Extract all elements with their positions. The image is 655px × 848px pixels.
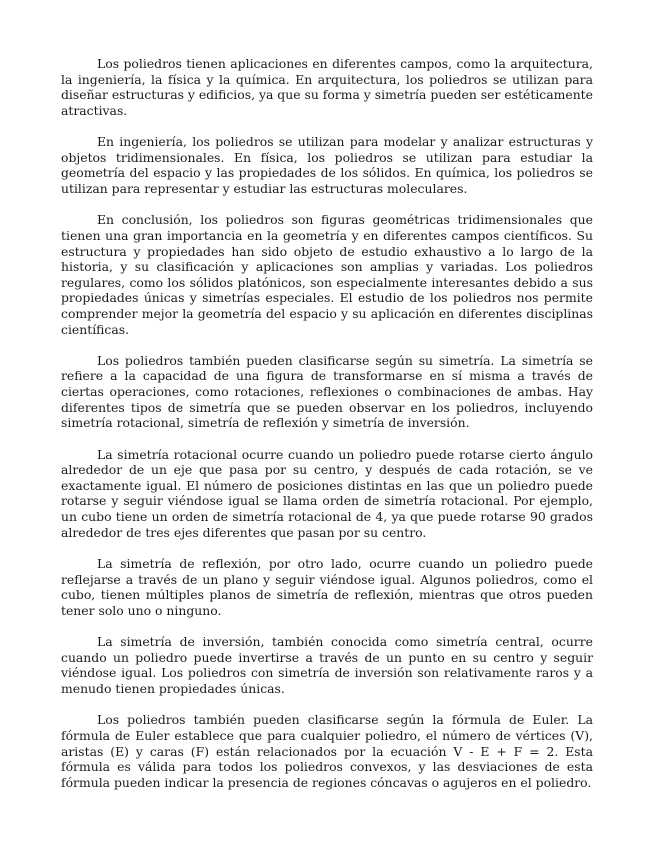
paragraph-formula-euler: Los poliedros también pueden clasificarse según la fórmula de Euler. La fórmula de Euler establece que para cualquier poliedro, el número de vértices (V), aristas (E) y caras (F) están relacionados por la ecuación V - E + F = 2. Esta fórmula es válida para todos los poliedros convexos, y las desviaciones de esta fórmula pueden indicar la presencia de regiones cóncavas o agujeros en el poliedro.: [61, 712, 593, 790]
paragraph-simetria-reflexion: La simetría de reflexión, por otro lado, ocurre cuando un poliedro puede reflejarse a través de un plano y seguir viéndose igual. Algunos poliedros, como el cubo, tienen múltiples planos de simetría de reflexión, mientras que otros pueden tener solo uno o ninguno.: [61, 556, 593, 618]
paragraph-conclusion: En conclusión, los poliedros son figuras geométricas tridimensionales que tienen una gran importancia en la geometría y en diferentes campos científicos. Su estructura y propiedades han sido objeto de estudio exhaustivo a lo largo de la historia, y su clasificación y aplicaciones son amplias y variadas. Los poliedros regulares, como los sólidos platónicos, son especialmente interesantes debido a sus propiedades únicas y simetrías especiales. El estudio de los poliedros nos permite comprender mejor la geometría del espacio y su aplicación en diferentes disciplinas científicas.: [61, 212, 593, 337]
paragraph-simetria-inversion: La simetría de inversión, también conocida como simetría central, ocurre cuando un poliedro puede invertirse a través de un punto en su centro y seguir viéndose igual. Los poliedros con simetría de inversión son relativamente raros y a menudo tienen propiedades únicas.: [61, 634, 593, 696]
document-page: [61, 56, 593, 806]
paragraph-simetria-rotacional: La simetría rotacional ocurre cuando un poliedro puede rotarse cierto ángulo alrededor de un eje que pasa por su centro, y después de cada rotación, se ve exactamente igual. El número de posiciones distintas en las que un poliedro puede rotarse y seguir viéndose igual se llama orden de simetría rotacional. Por ejemplo, un cubo tiene un orden de simetría rotacional de 4, ya que puede rotarse 90 grados alrededor de tres ejes diferentes que pasan por su centro.: [61, 446, 593, 540]
paragraph-ingenieria: En ingeniería, los poliedros se utilizan para modelar y analizar estructuras y objetos tridimensionales. En física, los poliedros se utilizan para estudiar la geometría del espacio y las propiedades de los sólidos. En química, los poliedros se utilizan para representar y estudiar las estructuras moleculares.: [61, 134, 593, 196]
paragraph-simetria: Los poliedros también pueden clasificarse según su simetría. La simetría se refiere a la capacidad de una figura de transformarse en sí misma a través de ciertas operaciones, como rotaciones, reflexiones o combinaciones de ambas. Hay diferentes tipos de simetría que se pueden observar en los poliedros, incluyendo simetría rotacional, simetría de reflexión y simetría de inversión.: [61, 352, 593, 431]
paragraph-aplicaciones: Los poliedros tienen aplicaciones en diferentes campos, como la arquitectura, la ingeniería, la física y la química. En arquitectura, los poliedros se utilizan para diseñar estructuras y edificios, ya que su forma y simetría pueden ser estéticamente atractivas.: [61, 56, 593, 118]
